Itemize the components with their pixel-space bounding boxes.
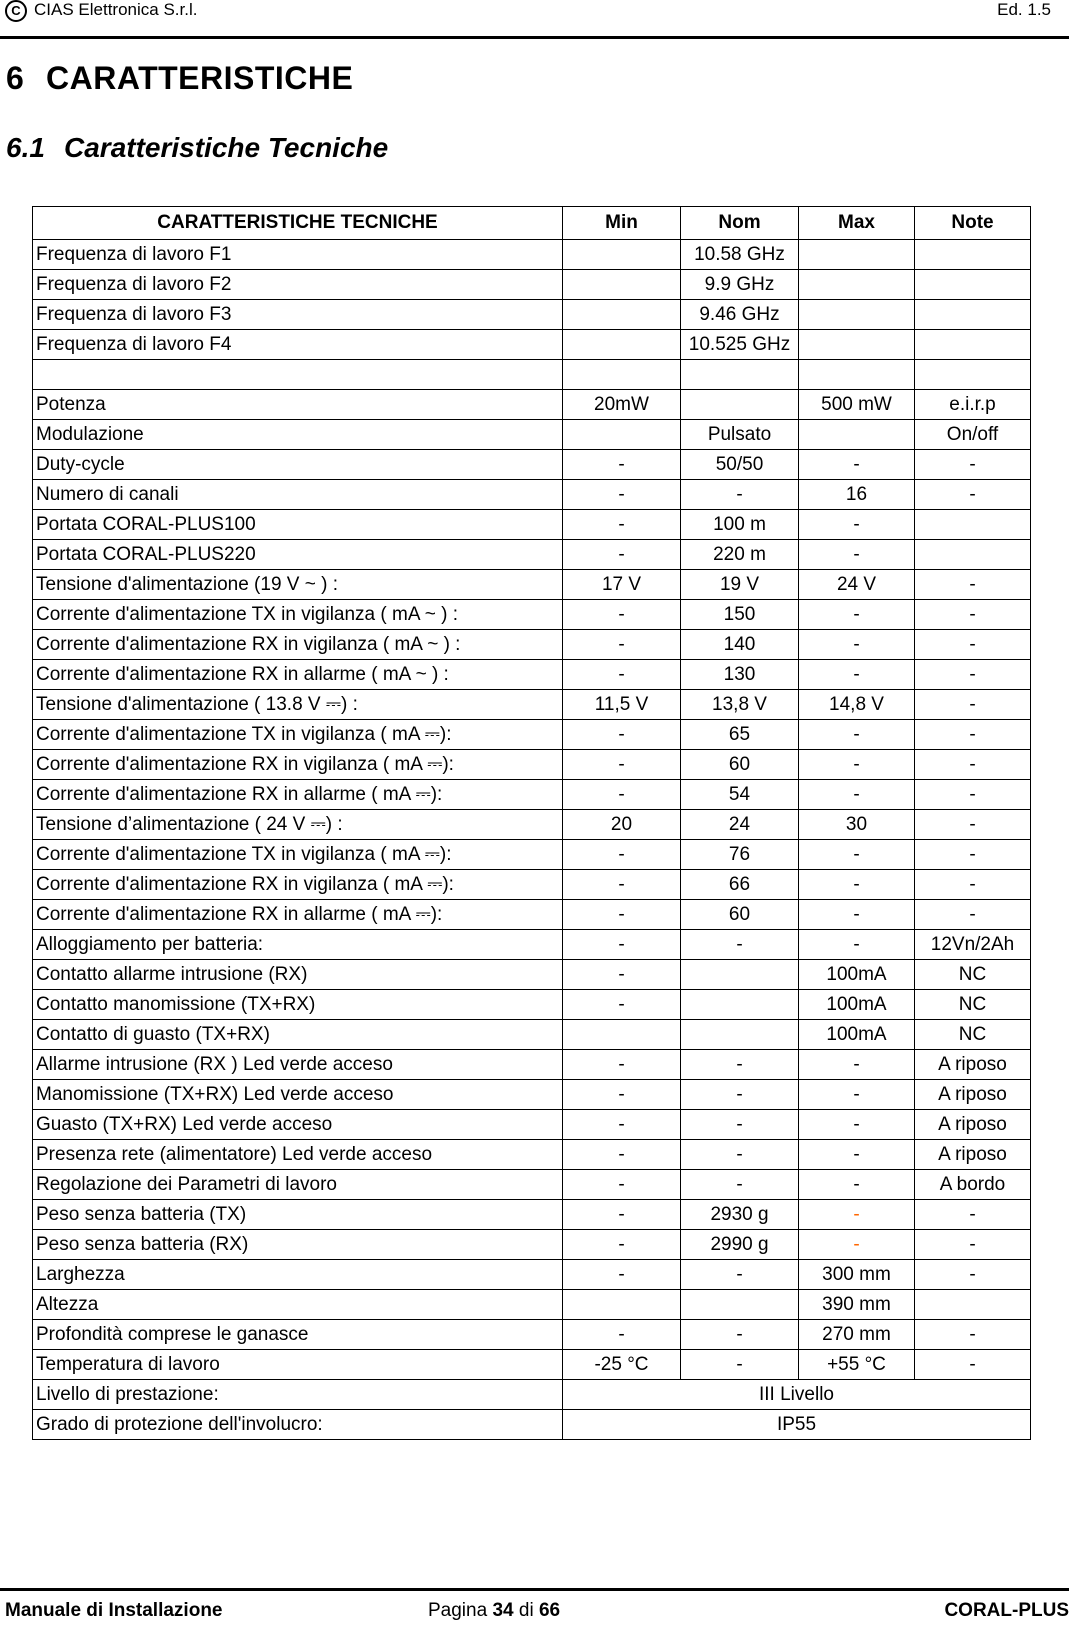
cell-max: 390 mm — [799, 1290, 915, 1320]
of-label: di — [518, 1600, 534, 1621]
cell-characteristic — [33, 360, 563, 390]
cell-nom: 50/50 — [681, 450, 799, 480]
cell-min — [563, 1290, 681, 1320]
cell-note: A bordo — [915, 1170, 1031, 1200]
cell-max — [799, 240, 915, 270]
table-row — [33, 390, 1031, 420]
cell-nom — [681, 360, 799, 390]
cell-characteristic: Profondità comprese le ganasce — [33, 1320, 563, 1350]
table-row — [33, 1410, 1031, 1440]
cell-note: A riposo — [915, 1050, 1031, 1080]
cell-min: - — [563, 510, 681, 540]
cell-characteristic: Regolazione dei Parametri di lavoro — [33, 1170, 563, 1200]
cell-note: 12Vn/2Ah — [915, 930, 1031, 960]
cell-note: - — [915, 1200, 1031, 1230]
cell-max: - — [799, 1080, 915, 1110]
cell-max: - — [799, 720, 915, 750]
cell-characteristic: Corrente d'alimentazione RX in allarme ( mA ~ ) : — [33, 660, 563, 690]
cell-note — [915, 1290, 1031, 1320]
header-min: Min — [563, 207, 681, 240]
cell-note — [915, 360, 1031, 390]
cell-characteristic: Corrente d'alimentazione TX in vigilanza ( mA ~ ) : — [33, 600, 563, 630]
cell-nom: 19 V — [681, 570, 799, 600]
cell-nom: - — [681, 1260, 799, 1290]
cell-min: - — [563, 930, 681, 960]
table-row — [33, 1080, 1031, 1110]
table-row — [33, 1050, 1031, 1080]
table-row — [33, 690, 1031, 720]
cell-characteristic: Livello di prestazione: — [33, 1380, 563, 1410]
cell-note: A riposo — [915, 1080, 1031, 1110]
cell-min — [563, 420, 681, 450]
cell-nom: - — [681, 1110, 799, 1140]
cell-note: NC — [915, 960, 1031, 990]
cell-note: NC — [915, 1020, 1031, 1050]
cell-note: - — [915, 1260, 1031, 1290]
edition-label: Ed. 1.5 — [997, 0, 1051, 19]
table-row — [33, 1020, 1031, 1050]
cell-max: 300 mm — [799, 1260, 915, 1290]
section-title-text: CARATTERISTICHE — [46, 60, 354, 96]
table-row — [33, 1200, 1031, 1230]
table-row — [33, 240, 1031, 270]
table-row — [33, 1290, 1031, 1320]
cell-min: -25 °C — [563, 1350, 681, 1380]
cell-min: - — [563, 720, 681, 750]
cell-min: - — [563, 960, 681, 990]
cell-nom: 60 — [681, 900, 799, 930]
cell-max: - — [799, 1110, 915, 1140]
cell-note: - — [915, 810, 1031, 840]
cell-note — [915, 270, 1031, 300]
table-row — [33, 840, 1031, 870]
cell-nom: 10.58 GHz — [681, 240, 799, 270]
cell-nom: - — [681, 1320, 799, 1350]
footer-doc-title: Manuale di Installazione — [5, 1600, 223, 1621]
cell-characteristic: Frequenza di lavoro F3 — [33, 300, 563, 330]
cell-nom: 13,8 V — [681, 690, 799, 720]
cell-min: - — [563, 1200, 681, 1230]
cell-nom: 220 m — [681, 540, 799, 570]
cell-characteristic: Modulazione — [33, 420, 563, 450]
cell-max: - — [799, 1140, 915, 1170]
cell-note: - — [915, 600, 1031, 630]
cell-min: 20mW — [563, 390, 681, 420]
cell-note: - — [915, 780, 1031, 810]
cell-note: - — [915, 750, 1031, 780]
cell-nom: - — [681, 1050, 799, 1080]
cell-note — [915, 540, 1031, 570]
cell-note: - — [915, 630, 1031, 660]
cell-max: 16 — [799, 480, 915, 510]
table-row — [33, 360, 1031, 390]
cell-nom — [681, 990, 799, 1020]
cell-note — [915, 300, 1031, 330]
cell-characteristic: Presenza rete (alimentatore) Led verde acceso — [33, 1140, 563, 1170]
table-row — [33, 870, 1031, 900]
cell-characteristic: Allarme intrusione (RX ) Led verde acceso — [33, 1050, 563, 1080]
table-row — [33, 510, 1031, 540]
table-row — [33, 420, 1031, 450]
cell-max: +55 °C — [799, 1350, 915, 1380]
cell-spanned-value: III Livello — [563, 1380, 1031, 1410]
cell-max: - — [799, 510, 915, 540]
cell-characteristic: Corrente d'alimentazione RX in allarme ( mA ⎓): — [33, 900, 563, 930]
cell-nom: - — [681, 1170, 799, 1200]
cell-max: 100mA — [799, 960, 915, 990]
cell-note: - — [915, 570, 1031, 600]
cell-characteristic: Portata CORAL-PLUS100 — [33, 510, 563, 540]
table-row — [33, 750, 1031, 780]
cell-min: - — [563, 1110, 681, 1140]
header-nom: Nom — [681, 207, 799, 240]
table-row — [33, 1140, 1031, 1170]
cell-max: 14,8 V — [799, 690, 915, 720]
cell-note: - — [915, 1230, 1031, 1260]
cell-min: 17 V — [563, 570, 681, 600]
cell-note: - — [915, 480, 1031, 510]
cell-characteristic: Manomissione (TX+RX) Led verde acceso — [33, 1080, 563, 1110]
cell-min: - — [563, 1050, 681, 1080]
cell-nom: 65 — [681, 720, 799, 750]
table-row — [33, 1230, 1031, 1260]
cell-nom: 24 — [681, 810, 799, 840]
cell-max: - — [799, 780, 915, 810]
cell-nom: 66 — [681, 870, 799, 900]
cell-nom: Pulsato — [681, 420, 799, 450]
cell-max: 100mA — [799, 990, 915, 1020]
cell-min: - — [563, 990, 681, 1020]
cell-nom — [681, 390, 799, 420]
cell-note: - — [915, 1350, 1031, 1380]
table-row — [33, 960, 1031, 990]
cell-note — [915, 330, 1031, 360]
cell-nom: - — [681, 1350, 799, 1380]
cell-min: - — [563, 1170, 681, 1200]
cell-characteristic: Peso senza batteria (RX) — [33, 1230, 563, 1260]
cell-note: - — [915, 690, 1031, 720]
cell-characteristic: Tensione d'alimentazione (19 V ~ ) : — [33, 570, 563, 600]
cell-note: A riposo — [915, 1110, 1031, 1140]
cell-min — [563, 240, 681, 270]
cell-min — [563, 1020, 681, 1050]
cell-characteristic: Duty-cycle — [33, 450, 563, 480]
company-name: CIAS Elettronica S.r.l. — [34, 0, 198, 19]
cell-note: On/off — [915, 420, 1031, 450]
cell-characteristic: Temperatura di lavoro — [33, 1350, 563, 1380]
cell-max: - — [799, 930, 915, 960]
cell-nom: 60 — [681, 750, 799, 780]
cell-max — [799, 300, 915, 330]
cell-min: - — [563, 1140, 681, 1170]
table-row — [33, 1110, 1031, 1140]
table-row — [33, 900, 1031, 930]
cell-nom: 10.525 GHz — [681, 330, 799, 360]
cell-max — [799, 330, 915, 360]
cell-min: - — [563, 900, 681, 930]
section-title — [6, 60, 353, 97]
cell-nom: - — [681, 1080, 799, 1110]
cell-characteristic: Corrente d'alimentazione RX in vigilanza ( mA ⎓): — [33, 750, 563, 780]
cell-max: - — [799, 630, 915, 660]
table-row — [33, 630, 1031, 660]
cell-min: - — [563, 1230, 681, 1260]
table-row — [33, 600, 1031, 630]
table-row — [33, 990, 1031, 1020]
cell-nom — [681, 1020, 799, 1050]
cell-nom: 140 — [681, 630, 799, 660]
cell-characteristic: Portata CORAL-PLUS220 — [33, 540, 563, 570]
table-row — [33, 270, 1031, 300]
cell-min: - — [563, 630, 681, 660]
cell-note: - — [915, 840, 1031, 870]
cell-characteristic: Corrente d'alimentazione RX in allarme ( mA ⎓): — [33, 780, 563, 810]
cell-max: - — [799, 1230, 915, 1260]
cell-characteristic: Frequenza di lavoro F2 — [33, 270, 563, 300]
cell-nom: 100 m — [681, 510, 799, 540]
cell-max: 500 mW — [799, 390, 915, 420]
page-number: 34 — [492, 1600, 514, 1621]
cell-max — [799, 270, 915, 300]
cell-note: - — [915, 660, 1031, 690]
cell-nom: - — [681, 1140, 799, 1170]
cell-note: - — [915, 1320, 1031, 1350]
cell-min: - — [563, 450, 681, 480]
table-row — [33, 810, 1031, 840]
cell-max — [799, 420, 915, 450]
cell-characteristic: Contatto manomissione (TX+RX) — [33, 990, 563, 1020]
cell-max: - — [799, 540, 915, 570]
cell-characteristic: Contatto di guasto (TX+RX) — [33, 1020, 563, 1050]
subsection-number: 6.1 — [6, 132, 45, 163]
cell-nom: 2930 g — [681, 1200, 799, 1230]
cell-min: - — [563, 660, 681, 690]
cell-nom — [681, 960, 799, 990]
cell-max: 30 — [799, 810, 915, 840]
cell-max: - — [799, 840, 915, 870]
cell-characteristic: Numero di canali — [33, 480, 563, 510]
cell-characteristic: Corrente d'alimentazione TX in vigilanza ( mA ⎓): — [33, 840, 563, 870]
table-row — [33, 780, 1031, 810]
table-row — [33, 1380, 1031, 1410]
cell-nom: - — [681, 930, 799, 960]
header-max: Max — [799, 207, 915, 240]
header-characteristic: CARATTERISTICHE TECNICHE — [33, 207, 563, 240]
cell-nom: 9.9 GHz — [681, 270, 799, 300]
cell-max: - — [799, 1050, 915, 1080]
cell-min — [563, 300, 681, 330]
page-footer — [0, 1588, 1069, 1631]
cell-nom: 150 — [681, 600, 799, 630]
cell-characteristic: Frequenza di lavoro F4 — [33, 330, 563, 360]
cell-min: 20 — [563, 810, 681, 840]
cell-max: - — [799, 660, 915, 690]
footer-page-info — [428, 1600, 560, 1622]
section-number: 6 — [6, 60, 25, 96]
table-row — [33, 720, 1031, 750]
cell-max: - — [799, 900, 915, 930]
cell-nom — [681, 1290, 799, 1320]
cell-max: - — [799, 1170, 915, 1200]
cell-nom: 54 — [681, 780, 799, 810]
cell-min: - — [563, 480, 681, 510]
cell-note: - — [915, 870, 1031, 900]
cell-characteristic: Potenza — [33, 390, 563, 420]
cell-max: - — [799, 600, 915, 630]
cell-max: - — [799, 1200, 915, 1230]
cell-characteristic: Larghezza — [33, 1260, 563, 1290]
cell-note: - — [915, 450, 1031, 480]
cell-nom: 2990 g — [681, 1230, 799, 1260]
cell-nom: 130 — [681, 660, 799, 690]
cell-nom: 9.46 GHz — [681, 300, 799, 330]
cell-min: 11,5 V — [563, 690, 681, 720]
cell-characteristic: Tensione d’alimentazione ( 24 V ⎓) : — [33, 810, 563, 840]
cell-note: A riposo — [915, 1140, 1031, 1170]
cell-min: - — [563, 750, 681, 780]
table-row — [33, 1350, 1031, 1380]
cell-characteristic: Contatto allarme intrusione (RX) — [33, 960, 563, 990]
cell-min: - — [563, 780, 681, 810]
cell-nom: - — [681, 480, 799, 510]
cell-max: - — [799, 870, 915, 900]
cell-max: - — [799, 750, 915, 780]
cell-note: e.i.r.p — [915, 390, 1031, 420]
table-header-row — [33, 207, 1031, 240]
cell-note: NC — [915, 990, 1031, 1020]
cell-characteristic: Frequenza di lavoro F1 — [33, 240, 563, 270]
specs-table — [32, 206, 1031, 1440]
table-row — [33, 1260, 1031, 1290]
cell-min: - — [563, 1080, 681, 1110]
cell-max: 24 V — [799, 570, 915, 600]
table-row — [33, 1320, 1031, 1350]
cell-min: - — [563, 870, 681, 900]
cell-characteristic: Peso senza batteria (TX) — [33, 1200, 563, 1230]
cell-characteristic: Corrente d'alimentazione TX in vigilanza ( mA ⎓): — [33, 720, 563, 750]
table-row — [33, 300, 1031, 330]
table-row — [33, 540, 1031, 570]
table-row — [33, 930, 1031, 960]
table-row — [33, 660, 1031, 690]
cell-note — [915, 240, 1031, 270]
cell-characteristic: Tensione d'alimentazione ( 13.8 V ⎓) : — [33, 690, 563, 720]
table-body — [33, 240, 1031, 1440]
page-header — [0, 0, 1069, 39]
cell-characteristic: Corrente d'alimentazione RX in vigilanza ( mA ⎓): — [33, 870, 563, 900]
cell-note: - — [915, 900, 1031, 930]
table-row — [33, 480, 1031, 510]
cell-min — [563, 330, 681, 360]
subsection-title — [6, 132, 388, 164]
cell-max: - — [799, 450, 915, 480]
cell-characteristic: Guasto (TX+RX) Led verde acceso — [33, 1110, 563, 1140]
cell-min: - — [563, 540, 681, 570]
table-row — [33, 1170, 1031, 1200]
table-row — [33, 330, 1031, 360]
cell-max — [799, 360, 915, 390]
page-label: Pagina — [428, 1600, 488, 1621]
table-row — [33, 450, 1031, 480]
cell-note: - — [915, 720, 1031, 750]
cell-note — [915, 510, 1031, 540]
footer-product: CORAL-PLUS — [944, 1600, 1069, 1621]
cell-characteristic: Corrente d'alimentazione RX in vigilanza ( mA ~ ) : — [33, 630, 563, 660]
page-total: 66 — [538, 1600, 561, 1621]
copyright-icon: C — [5, 0, 27, 22]
cell-max: 100mA — [799, 1020, 915, 1050]
cell-spanned-value: IP55 — [563, 1410, 1031, 1440]
header-note: Note — [915, 207, 1031, 240]
subsection-title-text: Caratteristiche Tecniche — [64, 132, 389, 163]
cell-min: - — [563, 840, 681, 870]
cell-max: 270 mm — [799, 1320, 915, 1350]
cell-min — [563, 360, 681, 390]
cell-nom: 76 — [681, 840, 799, 870]
cell-min: - — [563, 1320, 681, 1350]
cell-characteristic: Altezza — [33, 1290, 563, 1320]
cell-characteristic: Alloggiamento per batteria: — [33, 930, 563, 960]
cell-characteristic: Grado di protezione dell'involucro: — [33, 1410, 563, 1440]
cell-min: - — [563, 1260, 681, 1290]
table-row — [33, 570, 1031, 600]
cell-min — [563, 270, 681, 300]
cell-min: - — [563, 600, 681, 630]
